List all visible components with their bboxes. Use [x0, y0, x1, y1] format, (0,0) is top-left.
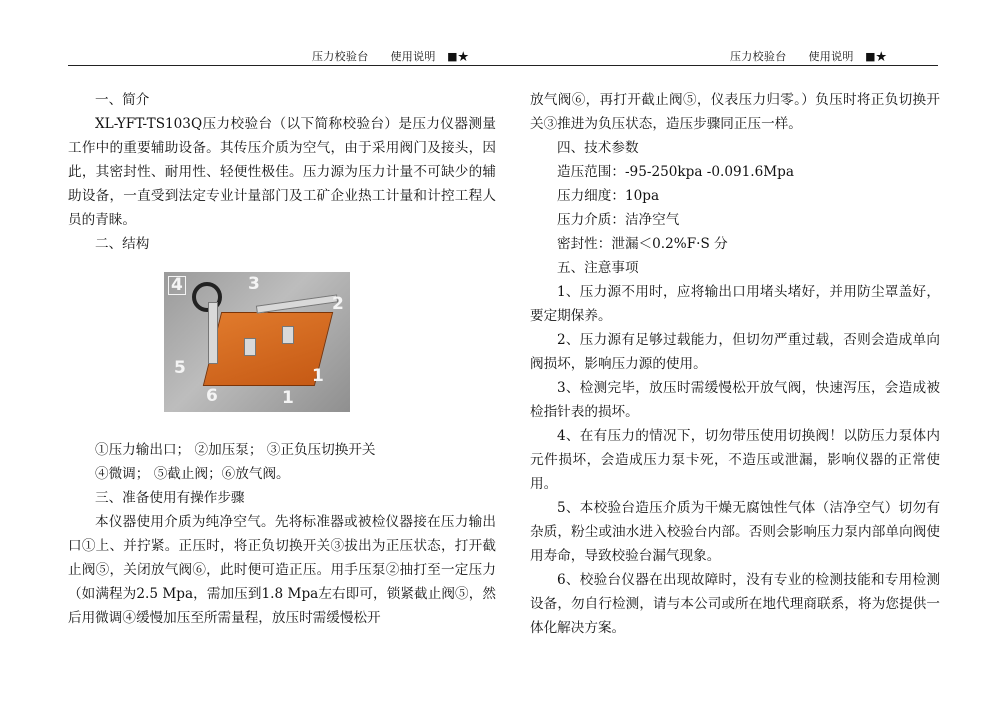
- device-valve: [282, 326, 294, 344]
- param-item: 造压范围：-95-250kpa -0.091.6Mpa: [557, 164, 794, 180]
- photo-label: 5: [174, 358, 186, 378]
- notes-heading: 五、注意事项: [557, 260, 639, 276]
- device-photo: [164, 272, 350, 412]
- param-item: 密封性：泄漏＜0.2%F·S 分: [557, 236, 728, 252]
- device-valve: [244, 338, 256, 356]
- steps-text: 本仪器使用介质为纯净空气。先将标准器或被检仪器接在压力输出口①上、并拧紧。正压时，将正负切换开关③拔出为正压状态，打开截止阀⑤，关闭放气阀⑥，此时便可造正压。用手压泵②抽打至一定压力（如满程为2.5 Mpa，需加压到1.8 Mpa左右即可，锁紧截止阀⑤，然后用微调④缓慢加压至所需量程，放压时需缓慢松开: [68, 514, 496, 626]
- header-product: 压力校验台: [730, 50, 787, 63]
- header-manual: 使用说明: [390, 50, 436, 63]
- header-marks: ■★: [865, 50, 888, 63]
- left-column: [68, 88, 496, 630]
- note-item: 3、检测完毕，放压时需缓慢松开放气阀，快速泻压，会造成被检指针表的损坏。: [530, 380, 940, 420]
- tech-heading: 四、技术参数: [557, 140, 639, 156]
- param-item: 压力细度：10pa: [557, 188, 660, 204]
- parts-line-1: ①压力输出口； ②加压泵； ③正负压切换开关: [95, 442, 376, 458]
- photo-label: 4: [168, 276, 186, 295]
- parts-line-2: ④微调； ⑤截止阀；⑥放气阀。: [95, 466, 290, 482]
- note-item: 4、在有压力的情况下，切勿带压使用切换阀！以防压力泵体内元件损坏，会造成压力泵卡死，不造压或泄漏，影响仪器的正常使用。: [530, 428, 940, 492]
- header-manual: 使用说明: [808, 50, 854, 63]
- photo-label: 6: [206, 386, 218, 406]
- note-item: 1、压力源不用时，应将输出口用堵头堵好，并用防尘罩盖好，要定期保养。: [530, 284, 940, 324]
- note-item: 2、压力源有足够过载能力，但切勿严重过载，否则会造成单向阀损坏，影响压力源的使用。: [530, 332, 940, 372]
- photo-label: 3: [248, 274, 260, 294]
- photo-label: 2: [332, 294, 344, 314]
- right-column: [530, 88, 940, 640]
- photo-label: 1: [312, 366, 324, 386]
- steps-heading: 三、准备使用有操作步骤: [95, 490, 245, 506]
- header-product: 压力校验台: [312, 50, 369, 63]
- note-item: 6、校验台仪器在出现故障时，没有专业的检测技能和专用检测设备，勿自行检测，请与本公司或所在地代理商联系，将为您提供一体化解决方案。: [530, 572, 940, 636]
- header-rule: [68, 65, 938, 66]
- note-item: 5、本校验台造压介质为干燥无腐蚀性气体（洁净空气）切勿有杂质，粉尘或油水进入校验台内部。否则会影响压力泵内部单向阀使用寿命，导致校验台漏气现象。: [530, 500, 940, 564]
- structure-heading: 二、结构: [95, 236, 150, 252]
- header-marks: ■★: [447, 50, 470, 63]
- device-pipe: [208, 302, 218, 364]
- intro-heading: 一、简介: [95, 92, 150, 108]
- param-item: 压力介质：洁净空气: [557, 212, 680, 228]
- intro-text: XL-YFT-TS103Q压力校验台（以下简称校验台）是压力仪器测量工作中的重要辅助设备。其传压介质为空气，由于采用阀门及接头，因此，其密封性、耐用性、轻便性极佳。压力源为压力计量不可缺少的辅助设备，一直受到法定专业计量部门及工矿企业热工计量和计控工程人员的青睐。: [68, 116, 496, 228]
- device-pipe: [256, 294, 338, 313]
- steps-continued: 放气阀⑥，再打开截止阀⑤，仪表压力归零。）负压时将正负切换开关③推进为负压状态，造压步骤同正压一样。: [530, 92, 940, 132]
- page-header-left: [312, 48, 469, 64]
- photo-label: 1: [282, 388, 294, 408]
- page-header-right: [730, 48, 887, 64]
